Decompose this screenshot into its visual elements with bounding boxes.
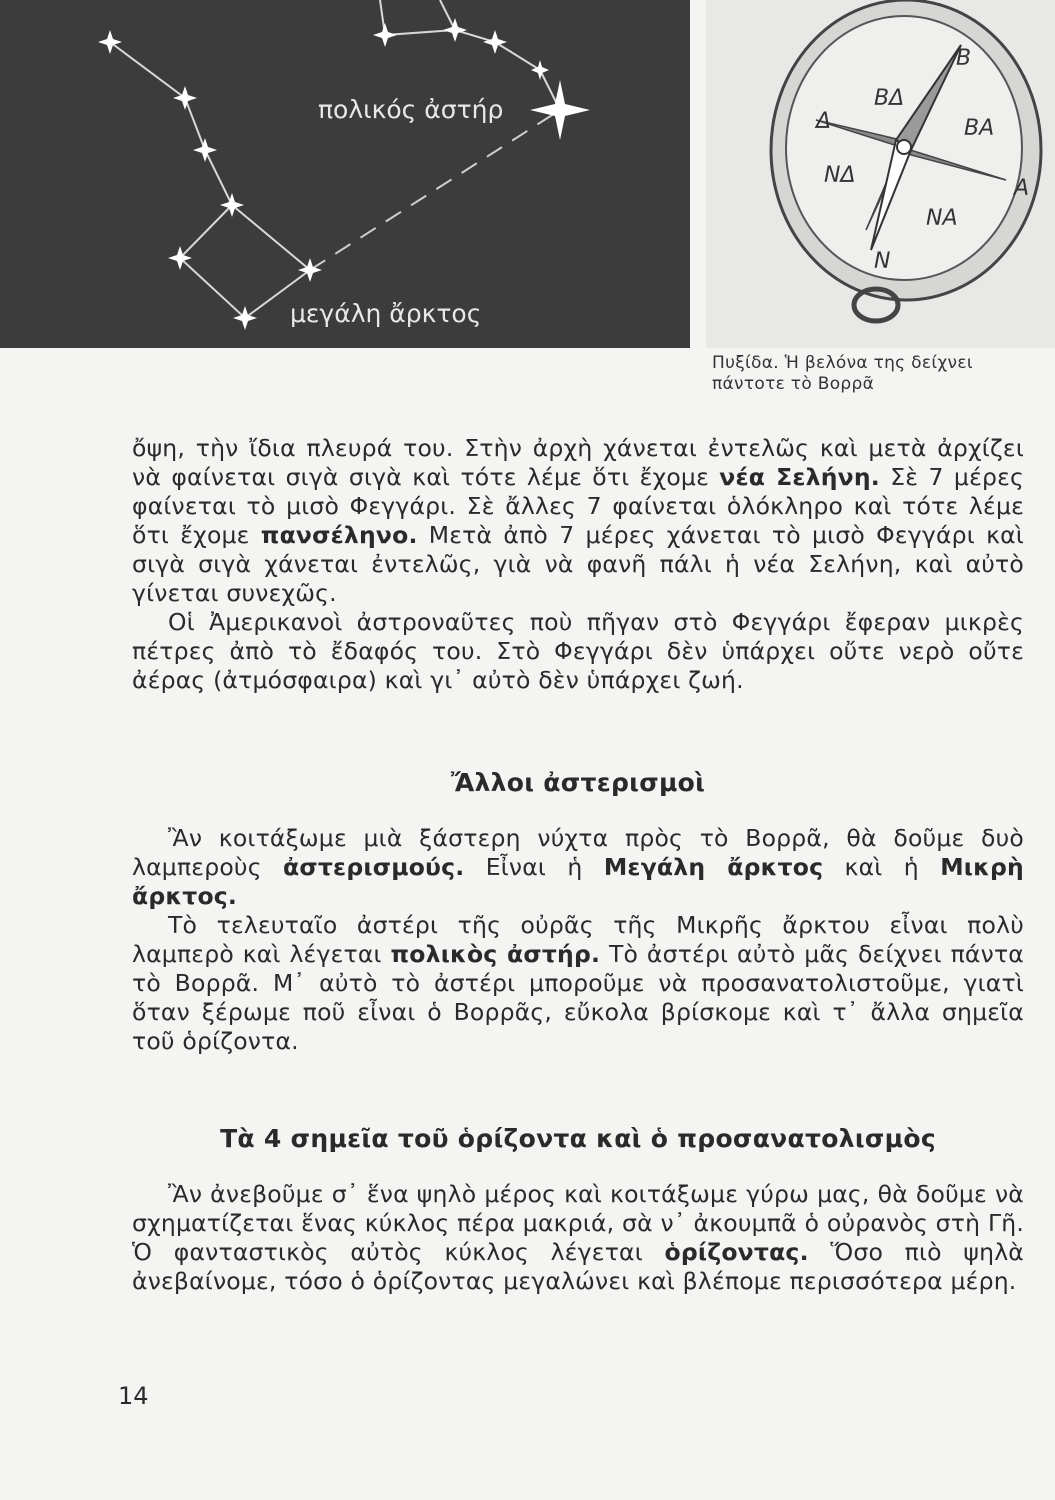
label-south: Ν — [874, 249, 891, 274]
stars — [98, 18, 590, 330]
paragraph-constellations — [132, 824, 1024, 911]
label-east: Α — [1014, 176, 1030, 201]
text-run: Ὅσο πιὸ ψηλὰ ἀνεβαίνομε, τόσο ὁ ὁρίζοντας μεγαλώνει καὶ βλέπομε περισσότερα μέρη. — [132, 1238, 1024, 1295]
text-run: Ἂν κοιτάξωμε μιὰ ξάστερη νύχτα πρὸς τὸ Βορρᾶ, θὰ δοῦμε δυὸ λαμπεροὺς — [132, 824, 1024, 881]
compass-illustration — [706, 0, 1055, 348]
term-new-moon: νέα Σελήνη. — [719, 463, 880, 491]
text-run: ὄψη, τὴν ἴδια πλευρά του. Στὴν ἀρχὴ χάνεται ἐντελῶς καὶ μετὰ ἀρχίζει νὰ φαίνεται σιγὰ σιγὰ καὶ τότε λέμε ὅτι ἔχομε — [132, 434, 1024, 491]
compass-figure — [706, 0, 1055, 348]
heading-other-constellations: Ἄλλοι ἀστερισμοὶ — [450, 768, 706, 797]
constellation-figure — [0, 0, 690, 348]
label-sw: ΝΔ — [824, 163, 856, 188]
text-run: Μετὰ ἀπὸ 7 μέρες χάνεται τὸ μισὸ Φεγγάρι καὶ σιγὰ σιγὰ χάνεται ἐντελῶς, γιὰ νὰ φανῆ πάλι ἡ νέα Σελήνη, καὶ αὐτὸ γίνεται συνεχῶς. — [132, 521, 1025, 607]
needle-pivot — [897, 140, 911, 154]
compass-caption — [712, 353, 1042, 395]
label-west: Δ — [816, 109, 832, 134]
polaris-star-icon — [530, 80, 590, 140]
horizon-text-block — [132, 1180, 1024, 1296]
heading-horizon-orientation: Τὰ 4 σημεῖα τοῦ ὁρίζοντα καὶ ὁ προσανατολισμὸς — [220, 1124, 936, 1153]
paragraph-horizon — [132, 1180, 1024, 1296]
text-run: Τὸ τελευταῖο ἀστέρι τῆς οὐρᾶς τῆς Μικρῆς ἄρκτου εἶναι πολὺ λαμπερὸ καὶ λέγεται — [132, 911, 1024, 968]
paragraph-polaris — [132, 911, 1024, 1056]
text-run: Σὲ 7 μέρες φαίνεται τὸ μισὸ Φεγγάρι. Σὲ ἄλλες 7 φαίνεται ὁλόκληρο καὶ τότε λέμε ὅτι ἔχομε — [132, 463, 1025, 549]
text-run: καὶ ἡ — [823, 853, 941, 881]
moon-text-block — [132, 434, 1024, 695]
term-constellations: ἀστερισμούς. — [283, 853, 465, 881]
constellation-text-block — [132, 824, 1024, 1056]
label-ne: ΒΑ — [964, 116, 995, 141]
page-number: 14 — [118, 1382, 149, 1410]
text-run: Ἂν ἀνεβοῦμε σ᾽ ἕνα ψηλὸ μέρος καὶ κοιτάξωμε γύρω μας, θὰ δοῦμε νὰ σχηματίζεται ἕνας κύκλος πέρα μακριά, σὰ ν᾽ ἀκουμπᾶ ὁ οὐρανὸς στὴ Γῆ. Ὁ φανταστικὸς αὐτὸς κύκλος λέγεται — [132, 1180, 1024, 1266]
polaris-label: πολικός ἀστήρ — [318, 95, 504, 124]
text-run: Εἶναι ἡ — [464, 853, 604, 881]
term-polaris: πολικὸς ἀστήρ. — [390, 940, 601, 968]
term-full-moon: πανσέληνο. — [260, 521, 418, 549]
big-dipper-label: μεγάλη ἄρκτος — [290, 299, 482, 328]
label-se: ΝΑ — [926, 206, 958, 231]
paragraph-astronauts: Οἱ Ἀμερικανοὶ ἀστροναῦτες ποὺ πῆγαν στὸ Φεγγάρι ἔφεραν μικρὲς πέτρες ἀπὸ τὸ ἔδαφός του. Στὸ Φεγγάρι δὲν ὑπάρχει οὔτε νερὸ οὔτε ἀέρας (ἀτμόσφαιρα) καὶ γι᾽ αὐτὸ δὲν ὑπάρχει ζωή. — [132, 608, 1024, 694]
pointer-dashed-line — [310, 110, 560, 270]
label-north: Β — [956, 46, 972, 71]
caption-line: Πυξίδα. Ἡ βελόνα της δείχνει — [712, 353, 973, 373]
term-horizon: ὁρίζοντας. — [664, 1238, 809, 1266]
paragraph-moon-phases — [132, 434, 1024, 608]
term-little-bear: Μικρὴ ἄρκτος. — [132, 853, 1024, 910]
text-run: Τὸ ἀστέρι αὐτὸ μᾶς δείχνει πάντα τὸ Βορρᾶ. Μ᾽ αὐτὸ τὸ ἀστέρι μποροῦμε νὰ προσανατολιστοῦμε, γιατὶ ὅταν ξέρωμε ποῦ εἶναι ὁ Βορρᾶς, εὔκολα βρίσκομε καὶ τ᾽ ἄλλα σημεῖα τοῦ ὁρίζοντα. — [132, 940, 1024, 1055]
label-nw: ΒΔ — [874, 86, 905, 111]
caption-line: πάντοτε τὸ Βορρᾶ — [712, 374, 875, 394]
little-dipper-lines — [110, 0, 560, 318]
constellation-diagram — [0, 0, 690, 348]
term-great-bear: Μεγάλη ἄρκτος — [603, 853, 824, 881]
